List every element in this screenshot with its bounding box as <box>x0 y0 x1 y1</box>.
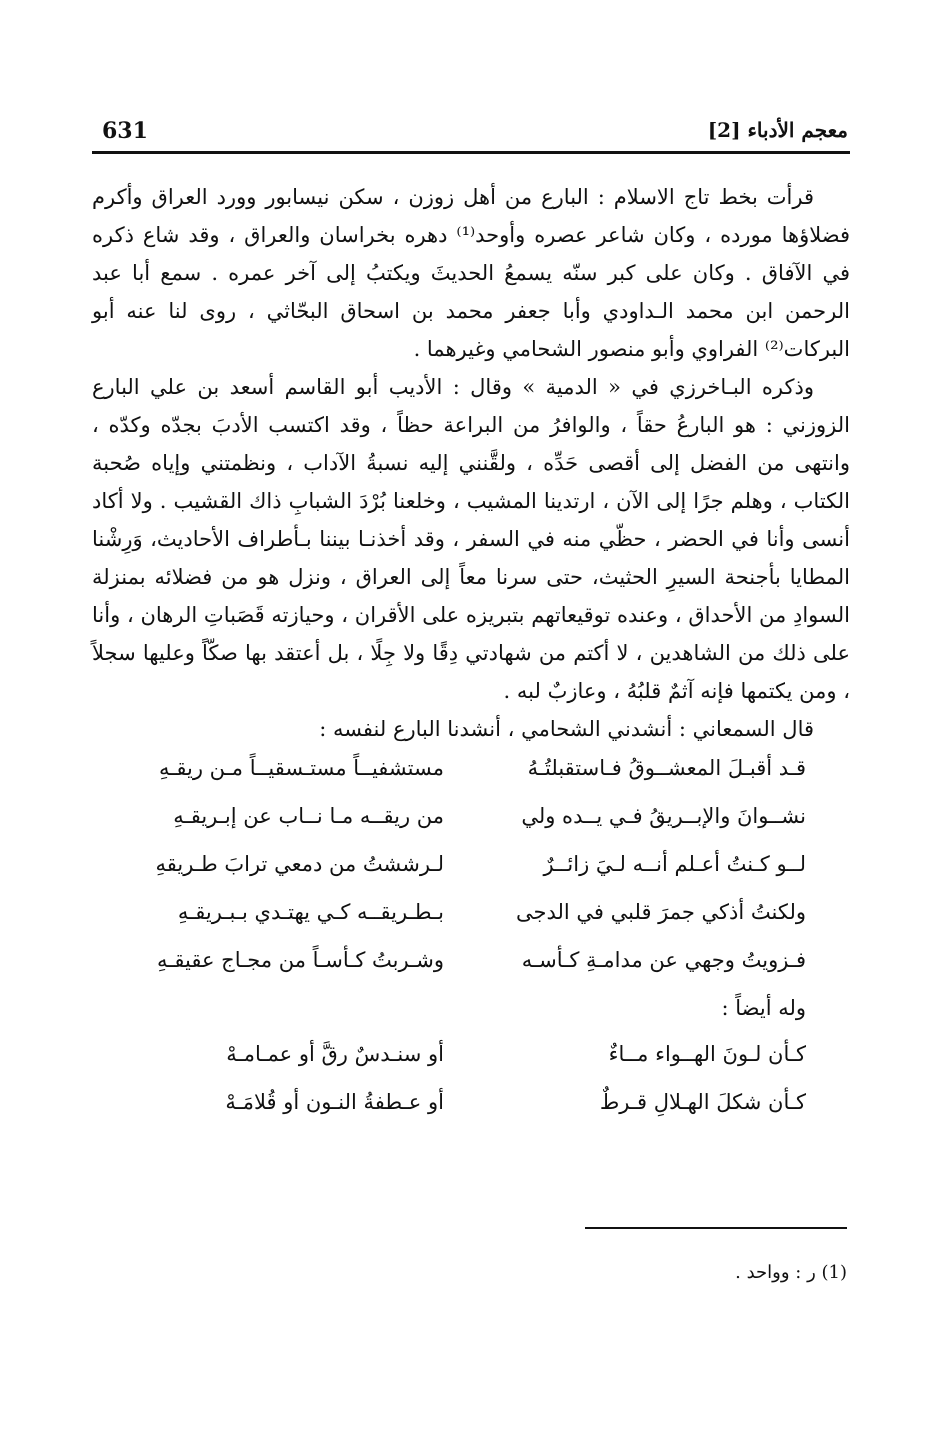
verse-second-hemistich: لـرششتُ من دمعي ترابَ طـريقهِ <box>155 852 444 876</box>
poem-2 <box>92 1036 850 1132</box>
verse-first-hemistich: ولكنتُ أذكي جمرَ قلبي في الدجى <box>516 900 806 924</box>
page-header <box>92 118 850 148</box>
verse <box>92 894 850 942</box>
paragraph-1: قرأت بخط تاج الاسلام : البارع من أهل زوزن ، سكن نيسابور وورد العراق وأكرم فضلاؤها مورده ، وكان شاعر عصره وأوحد⁽¹⁾ دهره بخراسان والعراق ، وقد شاع ذكره في الآفاق . وكان على كبر سنّه يسمعُ الحديثَ ويكتبُ إلى آخر عمره . سمع أبا عبد الرحمن ابن محمد الـداودي وأبا جعفر محمد بن اسحاق البحّاثي ، روى لنا عنه أبو البركات⁽²⁾ الفراوي وأبو منصور الشحامي وغيرهما . <box>92 185 850 361</box>
verse <box>92 942 850 990</box>
verse-second-hemistich: أو عـطفةُ النـون أو قُلامَـهْ <box>225 1090 444 1114</box>
poem-1 <box>92 750 850 990</box>
paragraph-2: وذكره البـاخرزي في « الدمية » وقال : الأديب أبو القاسم أسعد بن علي البارع الزوزني : هو البارعُ حقاً ، والوافرُ من البراعة حظاً ، وقد اكتسب الأدبَ بجدّه وكدّه ، وانتهى من الفضل إلى أقصى حَدِّه ، ولقَّنني إليه نسبةُ الآداب ، ونظمتني وإياه صُحبة الكتاب ، وهلم جرًا إلى الآن ، ارتدينا المشيب ، وخلعنا بُرْدَ الشبابِ ذاك القشيب . ولا أكاد أنسى وأنا في الحضر ، حظّي منه في السفر ، وقد أخذنـا بيننا بـأطراف الأحاديث، وَرِشْنا المطايا بأجنحة السيرِ الحثيث، حتى سرنا معاً إلى العراق ، ونزل هو من فضلائه بمنزلة السوادِ من الأحداق ، وعنده توقيعاتهم بتبريزه على الأقران ، وحيازته قَصَباتِ الرهان ، وأنا على ذلك من الشاهدين ، لا أكتم من شهادتي دِقًا ولا جِلًا ، بل أعتقد بها صكّاً وعليها سجلاً ، ومن يكتمها فإنه آثمٌ قلبُهُ ، وعازبٌ لبه . <box>92 375 850 703</box>
header-rule <box>92 151 850 154</box>
verse-second-hemistich: بـطـريقــه كـي يهتـدي بـبـريقـهِ <box>177 900 444 924</box>
verse-first-hemistich: نشــوانَ والإبــريقُ فـي يــده ولي <box>521 804 806 828</box>
verse-first-hemistich: قـد أقبـلَ المعشــوقُ فـاستقبلتُـهُ <box>527 756 806 780</box>
main-text <box>92 178 850 1132</box>
verse-first-hemistich: كـأن شكلَ الهـلالِ قـرطٌ <box>599 1090 806 1114</box>
verse <box>92 1084 850 1132</box>
footnote-rule <box>585 1227 847 1229</box>
verse-second-hemistich: وشـربتُ كـأسـاً من مجـاج عقيقـهِ <box>156 948 444 972</box>
verse-first-hemistich: فـزويتُ وجهي عن مدامـةِ كـأسـه <box>521 948 806 972</box>
verse-second-hemistich: أو سنـدسٌ رقَّ أو عمـامـهْ <box>226 1042 444 1066</box>
verse <box>92 798 850 846</box>
verse <box>92 846 850 894</box>
paragraph-3: قال السمعاني : أنشدني الشحامي ، أنشدنا البارع لنفسه : <box>319 717 814 741</box>
running-title: معجم الأدباء [2] <box>707 118 848 142</box>
also-label: وله أيضاً : <box>721 996 806 1020</box>
verse <box>92 750 850 798</box>
also-label-line <box>92 990 850 1034</box>
verse-second-hemistich: من ريقــه مـا نــاب عن إبـريقـهِ <box>173 804 444 828</box>
footnote: (1) ر : وواحد . <box>735 1262 847 1283</box>
verse-second-hemistich: مستشفيــاً مستـسقيــاً مـن ريقـهِ <box>158 756 444 780</box>
verse-first-hemistich: كـأن لـونَ الهــواء مــاءٌ <box>608 1042 806 1066</box>
verse-first-hemistich: لــو كـنتُ أعـلم أنــه لـيَ زائــرٌ <box>543 852 806 876</box>
page-number: 631 <box>102 118 148 144</box>
verse <box>92 1036 850 1084</box>
